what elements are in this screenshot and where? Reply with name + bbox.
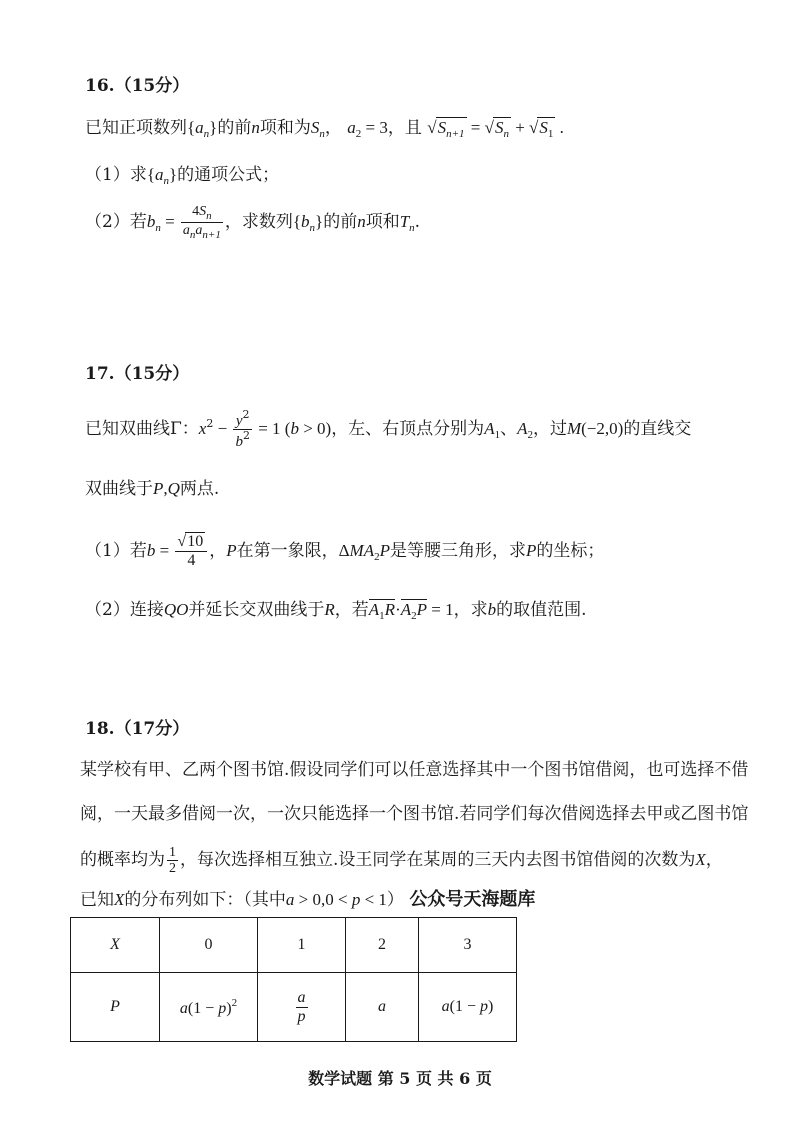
q18-header: 18.（17分）	[85, 719, 190, 739]
distribution-table	[70, 917, 517, 1042]
q17-part2: （2）连接QO并延长交双曲线于R，若$A_1R\cdot A_2P = 1$，求b的取值范围.	[85, 600, 587, 622]
table-cell: $a(1 - p)^2$	[160, 973, 258, 1042]
q17-stem-line2: 双曲线于P,Q两点.	[85, 479, 220, 499]
table-row	[71, 918, 517, 973]
q17-part1: （1）若b = $\frac{√10}{4}$ ，P在第一象限，$\Delta MA_2P$是等腰三角形，求P的坐标；	[85, 533, 605, 569]
table-cell: 3	[419, 918, 517, 973]
q17-stem: 已知双曲线Γ：$x^2$ − $\frac{y^2}{b^2}$ = 1 (b > 0)，左、右顶点分别为$A_1$、$A_2$，过M(−2,0)的直线交	[85, 407, 692, 450]
q16-part2: （2）若$b_n$ = $\frac{4S_n}{a_na_{n+1}}$ ，求数列$\{b_n\}$的前n项和$T_n$.	[85, 203, 421, 241]
table-cell: 2	[346, 918, 419, 973]
q16-stem: 已知正项数列$\{a_n\}$的前n项和为$S_n$， $a_2 = 3$，且 $√S_{n+1} = √S_n + √S_1$ .	[85, 118, 564, 140]
table-cell: 1	[258, 918, 346, 973]
table-row	[71, 973, 517, 1042]
q18-line4: 已知X的分布列如下：（其中a > 0,0 < p < 1） 公众号天海题库	[80, 889, 536, 910]
table-cell: a(1 − p)	[419, 973, 517, 1042]
q18-line3: 的概率均为 $\frac{1}{2}$ ，每次选择相互独立.设王同学在某周的三天内去图书馆借阅的次数为X，	[80, 844, 723, 876]
q18-line2: 阅，一天最多借阅一次，一次只能选择一个图书馆.若同学们每次借阅选择去甲或乙图书馆	[80, 804, 749, 824]
page-footer: 数学试题 第 5 页 共 6 页	[308, 1069, 492, 1088]
table-cell: X	[71, 918, 160, 973]
watermark-text: 公众号天海题库	[409, 889, 536, 910]
q16-part1: （1）求$\{a_n\}$的通项公式；	[85, 165, 280, 187]
q18-line1: 某学校有甲、乙两个图书馆.假设同学们可以任意选择其中一个图书馆借阅，也可选择不借	[80, 760, 749, 780]
q16-header: 16.（15分）	[85, 76, 190, 96]
table-cell: P	[71, 973, 160, 1042]
table-cell: $\frac{a}{p}$	[258, 973, 346, 1042]
table-cell: a	[346, 973, 419, 1042]
table-cell: 0	[160, 918, 258, 973]
q17-header: 17.（15分）	[85, 364, 190, 384]
